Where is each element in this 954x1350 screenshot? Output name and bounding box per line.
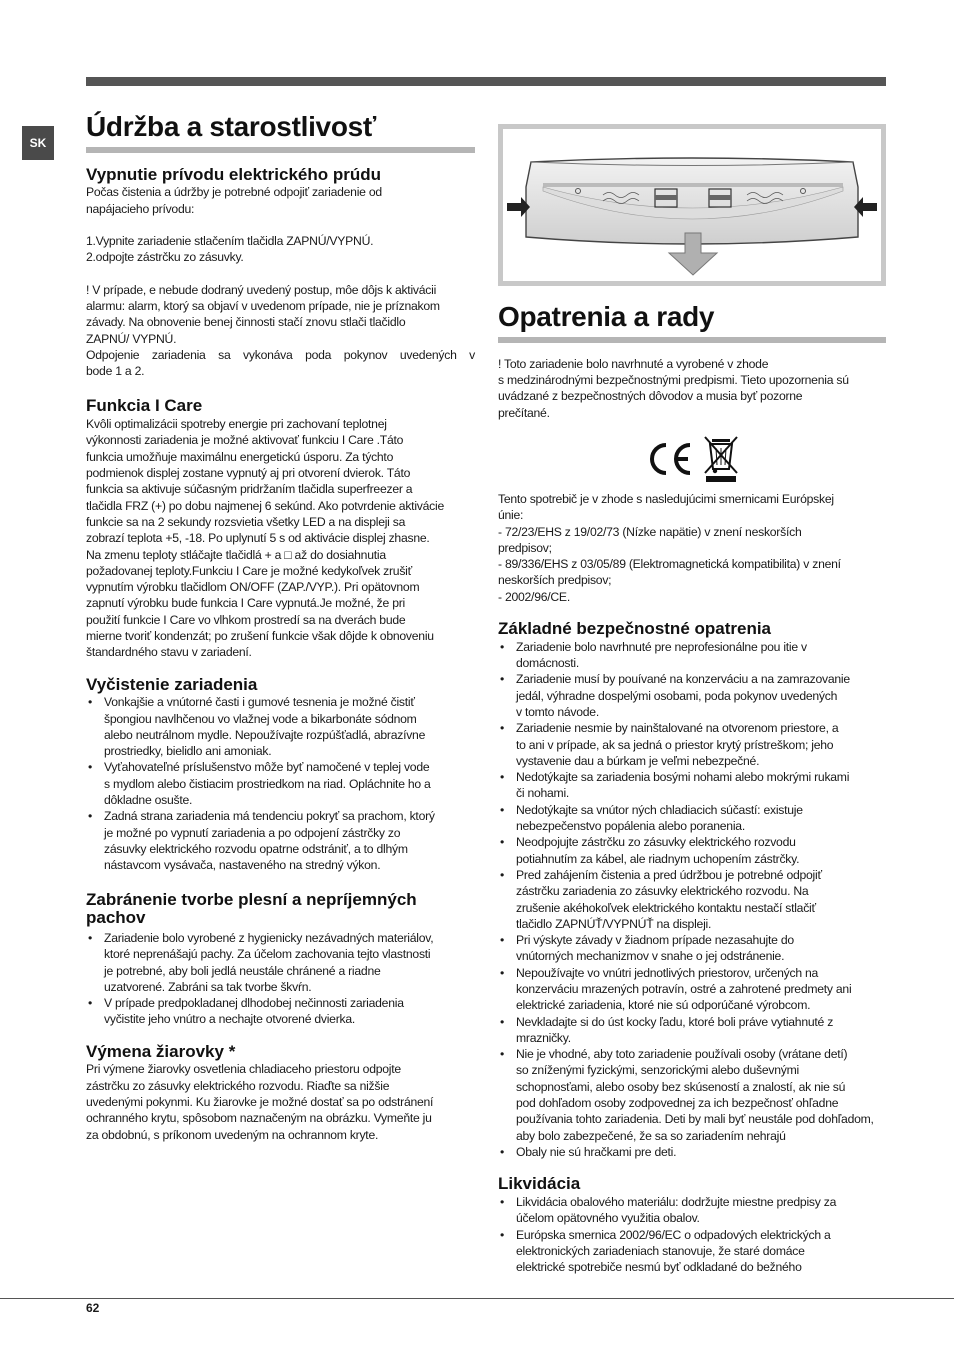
heading-disposal: Likvidácia [498, 1174, 581, 1194]
text-line: 1.Vypnite zariadenie stlačením tlačidla ZAPNÚ/VYPNÚ. [86, 234, 374, 249]
text-line: 2.odpojte zástrčku zo zásuvky. [86, 250, 244, 265]
heading-bulb-replacement: Výmena žiarovky * [86, 1041, 236, 1061]
list-item: • Pred zahájením čistenia a pred údržbou je potrebné odpojiť zástrčku zariadenia zo zásuvky elektrického rozvodu. Na zrušenie akéhokoľvek elektrického kontaktu nestačí stlačiť tlačidlo ZAPNÚŤ/VYPNÚŤ na displeji. [498, 867, 886, 932]
text-line: vypnutím výrobku tlačidlom ON/OFF (ZAP./VYP.). Pri opätovnom [86, 580, 420, 595]
text-line: - 72/23/EHS z 19/02/73 (Nízke napätie) v znení neskorších [498, 524, 802, 539]
text-line: Odpojenie zariadenia sa vykonáva poda pokynov uvedených v [86, 347, 475, 362]
list-item: • Vyťahovateľné príslušenstvo môže byť namočené v teplej vode s mydlom alebo čistiacim prostriedkom na riad. Opláchnite ho a dôkladne osušte. [86, 759, 475, 808]
left-column [86, 112, 475, 1143]
power-off-text [86, 184, 475, 379]
list-item: • V prípade predpokladanej dlhodobej nečinnosti zariadenia vyčistite jeho vnútro a nechajte otvorené dvierka. [86, 995, 475, 1028]
text-line: prečítané. [498, 405, 550, 420]
lamp-cover-illustration [503, 129, 881, 281]
text-line: Tento spotrebič je v zhode s nasledujúcimi smernicami Európskej [498, 491, 834, 506]
title-rule [86, 147, 475, 153]
lamp-cover-figure [498, 124, 886, 286]
list-item: • Zariadenie bolo vyrobené z hygienicky nezávadných materiálov, ktoré neprenášajú pachy. Za účelom zachovania tejto vlastnosti je potrebné, aby boli jedlá neustále chránené a riadne uzatvorené. Zabráni sa tak tvorbe škvŕn. [86, 930, 475, 995]
title-rule [498, 337, 886, 343]
list-item: • Zariadenie bolo navrhnuté pre neprofesionálne pou itie v domácnosti. [498, 639, 886, 672]
text-line: ZAPNÚ/ VYPNÚ. [86, 331, 177, 346]
list-item: • Zariadenie musí by pouívané na konzerváciu a na zamrazovanie jedál, výhradne dospelými osobami, poda pokynov uvedených v tomto návode. [498, 671, 886, 720]
text-line: závady. Na obnovenie benej činnosti stačí znovu stlači tlačidlo [86, 315, 406, 330]
list-item: • Pri výskyte závady v žiadnom prípade nezasahujte do vnútorných mechanizmov v snahe o jej odstránenie. [498, 932, 886, 965]
list-item: • Nepoužívajte vo vnútri jednotlivých priestorov, určených na konzerváciu mrazených potravín, ostré a zahrotené predmety ani elektrické zariadenia, ktoré nie sú odporúčané výrobcom. [498, 965, 886, 1014]
text-line: - 89/336/EHS z 03/05/89 (Elektromagnetická kompatibilita) v znení [498, 557, 841, 572]
text-line: funkcie sa na 2 sekundy rozsvietia všetky LED a na displeji sa [86, 514, 406, 529]
text-line: predpisov; [498, 540, 552, 555]
cleaning-list [86, 694, 475, 873]
mold-list [86, 930, 475, 1028]
text-line: alarmu: alarm, ktorý sa objaví v uvedenom prípade, nie je príznakom [86, 298, 440, 313]
text-line: výkonnosti zariadenia je možné aktivovať funkciu I Care .Táto [86, 433, 404, 448]
list-item: • Nedotýkajte sa zariadenia bosými nohami alebo mokrými rukami či nohami. [498, 769, 886, 802]
text-line: mierne tvoriť kondenzát; po zrušení funkcie však dôjde k obnoveniu [86, 629, 434, 643]
text-line: podmienok displej zostane vypnutý aj pri otvorení dvierok. Táto [86, 466, 411, 481]
list-item: • Likvidácia obalového materiálu: dodržujte miestne predpisy za účelom opätovného využitia obalov. [498, 1194, 886, 1227]
page-number: 62 [86, 1301, 100, 1315]
list-item: • Nevkladajte si do úst kocky ľadu, ktoré boli práve vytiahnuté z mrazničky. [498, 1014, 886, 1047]
text-line: bode 1 a 2. [86, 364, 145, 379]
section-title-maintenance: Údržba a starostlivosť [86, 111, 377, 142]
text-line: štandardného stavu v zariadení. [86, 645, 252, 660]
list-item: • Vonkajšie a vnútorné časti i gumové tesnenia je možné čistiť špongiou navlhčenou vo vlažnej vode a bikarbonáte sódnom alebo neutrálnom mydle. Nepoužívajte rozpúšťadlá, abrazívne prostriedky, bielidlo ani amoniak. [86, 694, 475, 759]
heading-icare: Funkcia I Care [86, 396, 203, 416]
text-line: požadovanej teploty.Funkciu I Care je možné kedykoľvek zrušiť [86, 563, 412, 578]
text-line: Kvôli optimalizácii spotreby energie pri zachovaní teplotnej [86, 417, 387, 432]
bulb-text [86, 1061, 475, 1142]
text-line: neskorších predpisov; [498, 573, 612, 588]
right-column [498, 124, 886, 1275]
text-line: s medzinárodnými bezpečnostnými predpismi. Tieto upozornenia sú [498, 373, 849, 388]
heading-power-off: Vypnutie prívodu elektrického prúdu [86, 164, 382, 184]
heading-mold-prevention: Zabránenie tvorbe plesní a nepríjemných pachov [86, 889, 417, 928]
text-line: zapnutí výrobku bude funkcia I Care vypnutá.Je možné, že pri [86, 596, 405, 611]
text-line: za obdobnú, s príkonom uvedeným na ochrannom kryte. [86, 1127, 379, 1142]
list-item: • Zadná strana zariadenia má tendenciu pokryť sa prachom, ktorý je možné po vypnutí zariadenia a po odpojení zástrčky zo zásuvky elektrického rozvodu opatrne odstrániť, a to dlhým nástavcom vysávača, nastaveného na stredný výkon. [86, 808, 475, 873]
top-rule [86, 77, 886, 86]
text-line: Pri výmene žiarovky osvetlenia chladiaceho priestoru odpojte [86, 1062, 401, 1077]
list-item: • Európska smernica 2002/96/EC o odpadových elektrických a elektronických zariadeniach stanovuje, že staré domáce elektrické spotrebiče nesmú byť odkladané do bežného [498, 1227, 886, 1276]
list-item: • Obaly nie sú hračkami pre deti. [498, 1144, 886, 1160]
text-line: použití funkcie I Care vo vlhkom prostredí sa na dverách bude [86, 612, 406, 627]
certification-marks [498, 435, 886, 483]
list-item: • Neodpojujte zástrčku zo zásuvky elektrického rozvodu potiahnutím za kábel, ale riadnym uchopením zástrčky. [498, 834, 886, 867]
directives-text [498, 491, 886, 605]
text-line: Na zmenu teploty stláčajte tlačidlá + a □ až do dosiahnutia [86, 547, 386, 562]
language-badge: SK [22, 126, 54, 160]
list-item: • Nie je vhodné, aby toto zariadenie používali osoby (vrátane detí) so zníženými fyzickými, senzorickými alebo duševnými schopnosťami, alebo osoby bez skúseností a znalostí, ak nie sú pod dohľadom osoby zodpovednej za ich bezpečnosť ohľadne používania tohto zariadenia. Deti by mali byť neustále pod dohľadom, aby bolo zabezpečené, že sa so zariadením nehrajú [498, 1046, 886, 1144]
list-item: • Zariadenie nesmie by nainštalované na otvorenom priestore, a to ani v prípade, ak sa jedná o priestor krytý prístreškom; jeho vystavenie dau a búrkam je veľmi nebezpečné. [498, 720, 886, 769]
heading-safety: Základné bezpečnostné opatrenia [498, 619, 772, 639]
text-line: uvedenými pokynmi. Ku žiarovke je možné dostať sa po odstránení [86, 1094, 434, 1109]
text-line: napájacieho prívodu: [86, 201, 195, 216]
text-line: tlačidla FRZ (+) po dobu najmenej 6 sekúnd. Ako potvrdenie aktivácie [86, 498, 444, 513]
text-line: ! V prípade, e nebude dodraný uvedený postup, môe dôjs k aktivácii [86, 282, 437, 297]
text-line: zobrazí teplota +5, -18. Po uplynutí 5 s od aktivácie displej zhasne. [86, 531, 430, 546]
intro-text [498, 356, 886, 421]
bottom-rule [0, 1298, 954, 1299]
text-line: - 2002/96/CE. [498, 589, 570, 604]
text-line: ! Toto zariadenie bolo navrhnuté a vyrobené v zhode [498, 356, 769, 371]
text-line: únie: [498, 508, 524, 523]
text-line: funkcia sa aktivuje súčasným pridržaním tlačidla superfreezer a [86, 482, 413, 497]
safety-list [498, 639, 886, 1161]
text-line: Počas čistenia a údržby je potrebné odpojiť zariadenie od [86, 185, 382, 200]
disposal-list [498, 1194, 886, 1275]
text-line: zástrčku zo zásuvky elektrického rozvodu. Riaďte sa nižšie [86, 1078, 390, 1093]
text-line: uvádzané z bezpečnostných dôvodov a musia byť pozorne [498, 389, 803, 404]
text-line: funkcia umožňuje maximálnu energetickú úsporu. Za týchto [86, 449, 394, 464]
ce-mark-icon [644, 439, 694, 479]
icare-text [86, 416, 475, 660]
section-title-precautions: Opatrenia a rady [498, 301, 715, 332]
heading-cleaning: Vyčistenie zariadenia [86, 674, 258, 694]
list-item: • Nedotýkajte sa vnútor ných chladiacich súčastí: existuje nebezpečenstvo popálenia alebo poranenia. [498, 802, 886, 835]
weee-bin-icon [702, 435, 740, 483]
text-line: ochranného krytu, spôsobom naznačeným na obrázku. Vymeňte ju [86, 1111, 432, 1126]
